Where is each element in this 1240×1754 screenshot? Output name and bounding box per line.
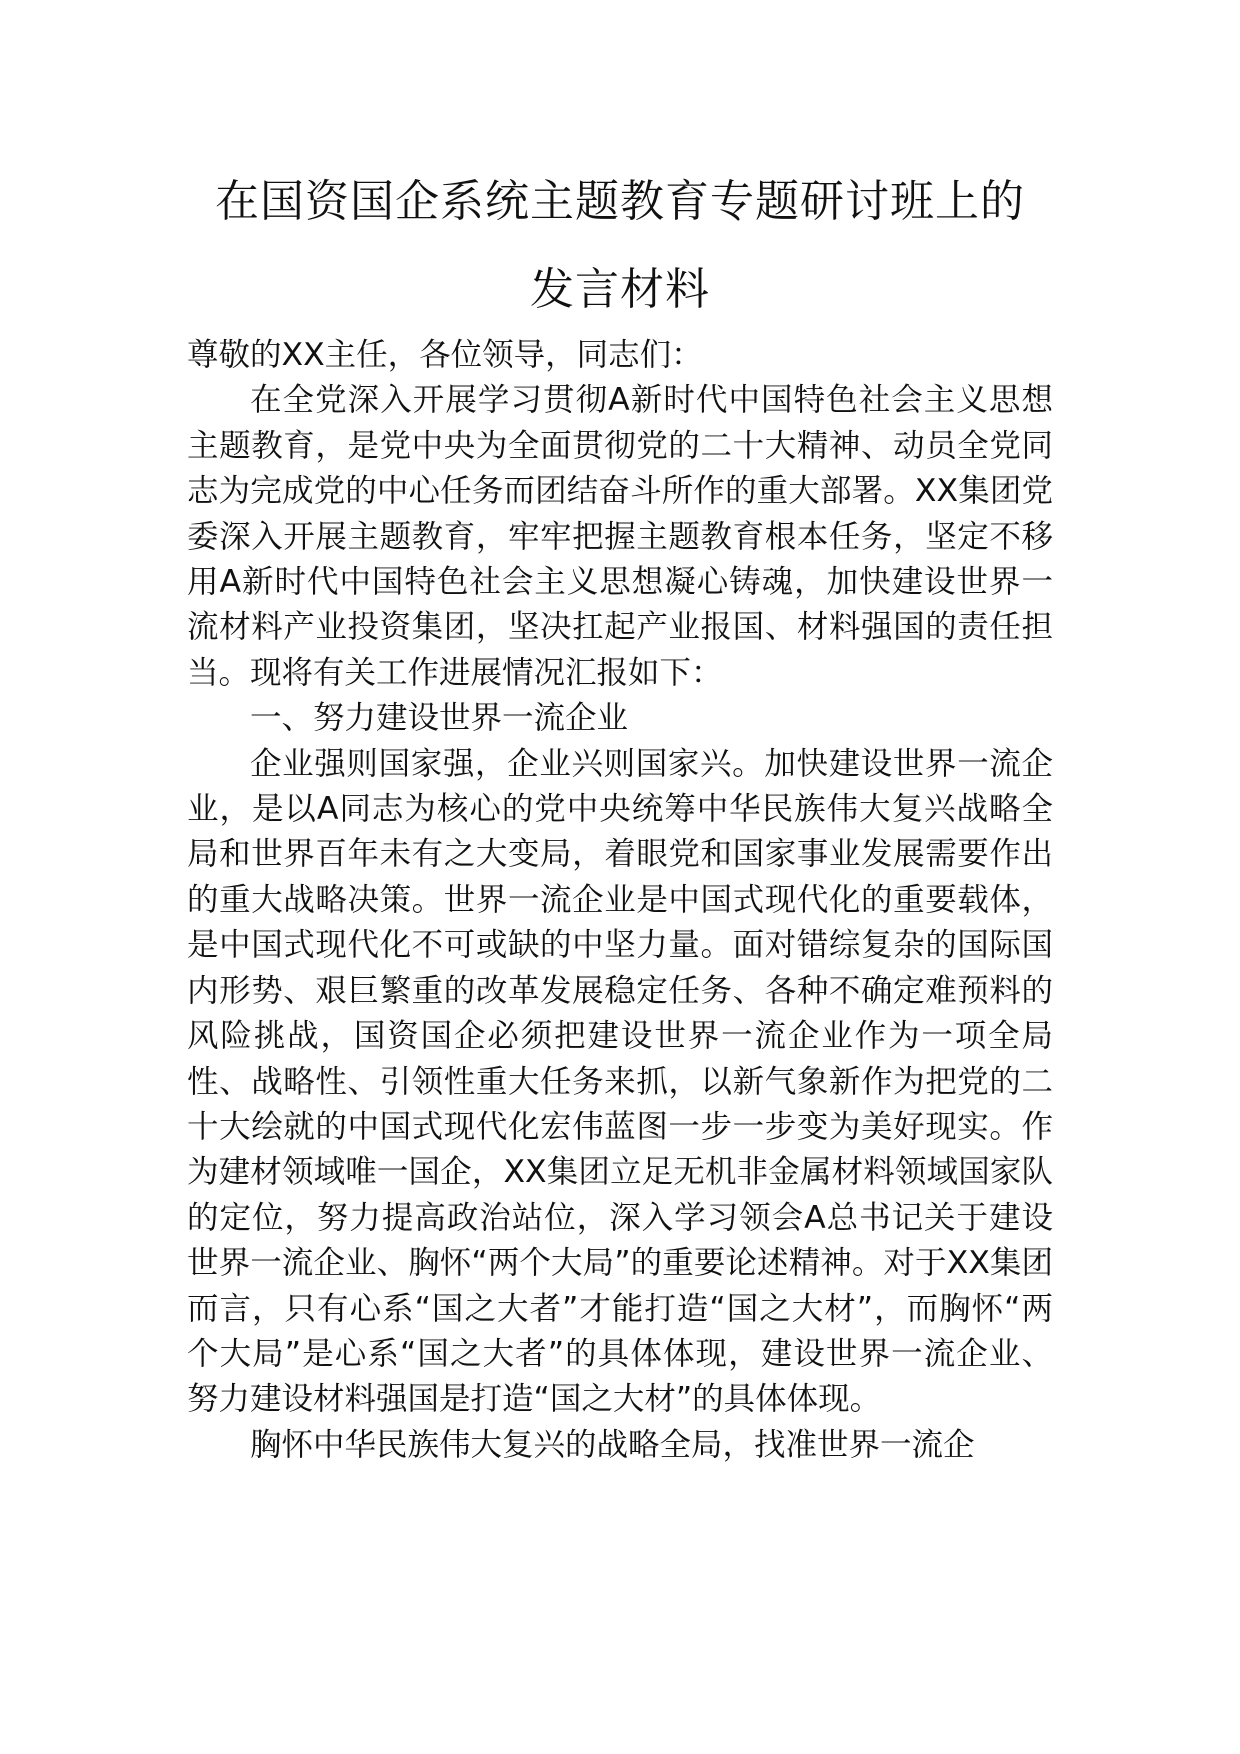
paragraph: 在全党深入开展学习贯彻A新时代中国特色社会主义思想主题教育，是党中央为全面贯彻党的二十大精神、动员全党同志为完成党的中心任务而团结奋斗所作的重大部署。XX集团党委深入开展主题教育，牢牢把握主题教育根本任务，坚定不移用A新时代中国特色社会主义思想凝心铸魂，加快建设世界一流材料产业投资集团，坚决扛起产业报国、材料强国的责任担当。现将有关工作进展情况汇报如下：	[187, 382, 1053, 691]
section-heading: 一、努力建设世界一流企业	[250, 700, 629, 737]
document-body	[187, 333, 1053, 1468]
paragraph: 胸怀中华民族伟大复兴的战略全局，找准世界一流企	[250, 1426, 975, 1463]
salutation: 尊敬的XX主任，各位领导，同志们：	[187, 337, 703, 373]
document-title-line-2: 发言材料	[530, 264, 710, 315]
paragraph: 企业强则国家强，企业兴则国家兴。加快建设世界一流企业，是以A同志为核心的党中央统筹中华民族伟大复兴战略全局和世界百年未有之大变局，着眼党和国家事业发展需要作出的重大战略决策。世界一流企业是中国式现代化的重要载体，是中国式现代化不可或缺的中坚力量。面对错综复杂的国际国内形势、艰巨繁重的改革发展稳定任务、各种不确定难预料的风险挑战，国资国企必须把建设世界一流企业作为一项全局性、战略性、引领性重大任务来抓，以新气象新作为把党的二十大绘就的中国式现代化宏伟蓝图一步一步变为美好现实。作为建材领域唯一国企，XX集团立足无机非金属材料领域国家队的定位，努力提高政治站位，深入学习领会A总书记关于建设世界一流企业、胸怀“两个大局”的重要论述精神。对于XX集团而言，只有心系“国之大者”才能打造“国之大材”，而胸怀“两个大局”是心系“国之大者”的具体体现，建设世界一流企业、努力建设材料强国是打造“国之大材”的具体体现。	[187, 745, 1053, 1418]
document-title-line-1: 在国资国企系统主题教育专题研讨班上的	[215, 176, 1025, 227]
